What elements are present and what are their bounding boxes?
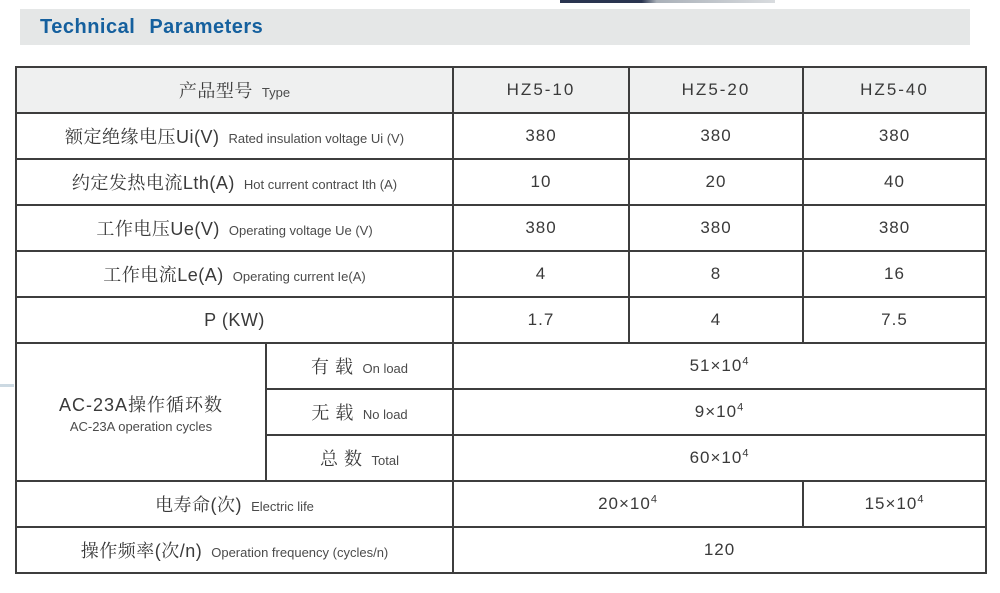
- sub-label-en: No load: [362, 407, 408, 422]
- model-header-hz5-20: HZ5-20: [629, 67, 803, 113]
- value-cell: [453, 343, 986, 389]
- row-label-cell: [16, 481, 453, 527]
- left-margin-mark: [0, 384, 14, 387]
- row-label-cell: [16, 205, 453, 251]
- row-label-cell: [16, 159, 453, 205]
- type-label-zh: 产品型号: [178, 81, 253, 101]
- value-base: 9×10: [694, 402, 738, 421]
- value-base: 60×10: [689, 448, 743, 467]
- row-operating-current: [16, 251, 986, 297]
- section-title-bar: [20, 9, 970, 45]
- row-power-kw: [16, 297, 986, 343]
- type-header-cell: [16, 67, 453, 113]
- sub-label-cell: [266, 389, 453, 435]
- row-label-en: Hot current contract Ith (A): [243, 177, 398, 192]
- row-label-zh: 工作电压Ue(V): [96, 219, 220, 239]
- value-base: 15×10: [864, 494, 918, 513]
- value-cell: 380: [453, 205, 629, 251]
- value-cell: [453, 481, 803, 527]
- value-cell: 380: [453, 113, 629, 159]
- value-cell: [453, 435, 986, 481]
- row-label-en: Electric life: [251, 499, 314, 514]
- value-cell: 380: [803, 113, 986, 159]
- row-label-zh: 工作电流Le(A): [103, 265, 224, 285]
- row-label-en: Operating voltage Ue (V): [228, 223, 373, 238]
- value-cell: 8: [629, 251, 803, 297]
- value-cell: 380: [803, 205, 986, 251]
- cycles-group-label-cell: [16, 343, 266, 481]
- row-operation-frequency: [16, 527, 986, 573]
- row-rated-insulation-voltage: [16, 113, 986, 159]
- sub-label-en: Total: [371, 453, 399, 468]
- value-cell: 4: [629, 297, 803, 343]
- header-row: [16, 67, 986, 113]
- value-exponent: 4: [742, 355, 750, 368]
- row-operating-voltage: [16, 205, 986, 251]
- sub-label-en: On load: [362, 361, 409, 376]
- value-cell: [453, 389, 986, 435]
- technical-parameters-table: [15, 66, 987, 574]
- row-label-zh: 操作频率(次/n): [80, 541, 203, 561]
- value-exponent: 4: [650, 493, 658, 506]
- value-base: 20×10: [598, 494, 651, 513]
- row-label-zh: 额定绝缘电压Ui(V): [64, 127, 220, 147]
- value-cell: 380: [629, 205, 803, 251]
- value-cell: 120: [453, 527, 986, 573]
- model-header-hz5-40: HZ5-40: [803, 67, 986, 113]
- cycles-label-en: AC-23A operation cycles: [69, 418, 213, 434]
- value-cell: 10: [453, 159, 629, 205]
- sub-label-zh: 无 载: [311, 403, 354, 423]
- row-cycles-on-load: [16, 343, 986, 389]
- row-label-cell: [16, 297, 453, 343]
- sub-label-zh: 总 数: [320, 449, 363, 469]
- row-label-en: Operation frequency (cycles/n): [211, 545, 389, 560]
- row-label-zh: P (KW): [204, 309, 265, 330]
- model-header-hz5-10: HZ5-10: [453, 67, 629, 113]
- sub-label-cell: [266, 435, 453, 481]
- page-title: Technical Parameters: [40, 15, 264, 38]
- value-cell: 16: [803, 251, 986, 297]
- value-cell: 1.7: [453, 297, 629, 343]
- cycles-label-zh: AC-23A操作循环数: [58, 394, 224, 415]
- row-label-zh: 电寿命(次): [155, 495, 243, 515]
- sub-label-zh: 有 载: [310, 357, 354, 377]
- value-cell: 20: [629, 159, 803, 205]
- top-decorative-bar: [560, 0, 775, 3]
- value-cell: 4: [453, 251, 629, 297]
- row-label-zh: 约定发热电流Lth(A): [71, 173, 235, 193]
- value-cell: 7.5: [803, 297, 986, 343]
- value-cell: 40: [803, 159, 986, 205]
- value-exponent: 4: [917, 493, 925, 506]
- sub-label-cell: [266, 343, 453, 389]
- value-base: 51×10: [689, 356, 743, 375]
- value-cell: [803, 481, 986, 527]
- row-label-cell: [16, 251, 453, 297]
- value-exponent: 4: [742, 447, 750, 460]
- row-hot-current: [16, 159, 986, 205]
- type-label-en: Type: [261, 85, 291, 100]
- value-cell: 380: [629, 113, 803, 159]
- row-label-en: Rated insulation voltage Ui (V): [228, 131, 405, 146]
- row-label-cell: [16, 527, 453, 573]
- row-label-en: Operating current Ie(A): [232, 269, 366, 284]
- row-electric-life: [16, 481, 986, 527]
- row-label-cell: [16, 113, 453, 159]
- value-exponent: 4: [737, 401, 745, 414]
